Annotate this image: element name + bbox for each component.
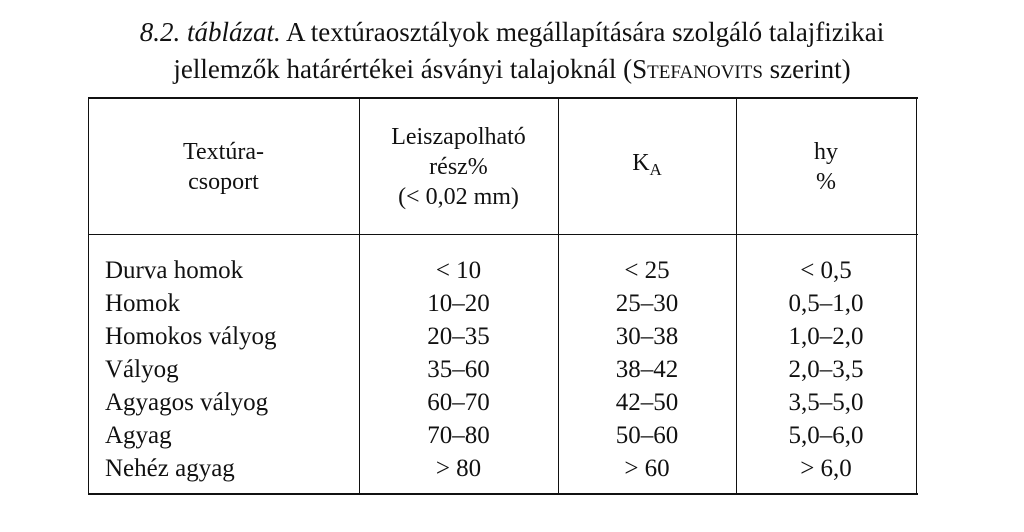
header-ka bbox=[558, 99, 736, 234]
header-texture-group-line-1: Textúra- bbox=[183, 138, 264, 165]
cell-group: Homok bbox=[105, 290, 180, 317]
cell-leiszap: 70–80 bbox=[427, 422, 490, 449]
cell-leiszap: 20–35 bbox=[427, 323, 490, 350]
table-row bbox=[88, 452, 918, 485]
cell-hy: 3,5–5,0 bbox=[788, 389, 864, 416]
caption-line-2 bbox=[0, 51, 1024, 88]
cell-group: Vályog bbox=[105, 356, 179, 383]
header-hy bbox=[736, 99, 916, 234]
table-row bbox=[88, 419, 918, 452]
cell-leiszap: < 10 bbox=[435, 257, 482, 284]
table-row bbox=[88, 254, 918, 287]
table-row bbox=[88, 320, 918, 353]
table-body bbox=[88, 254, 918, 485]
header-texture-group bbox=[88, 99, 359, 234]
cell-ka: 25–30 bbox=[615, 290, 679, 317]
cell-ka: 42–50 bbox=[615, 389, 679, 416]
cell-hy: 0,5–1,0 bbox=[788, 290, 864, 317]
table-row bbox=[88, 386, 918, 419]
table-row bbox=[88, 287, 918, 320]
cell-leiszap: 35–60 bbox=[427, 356, 490, 383]
header-divider bbox=[88, 234, 918, 235]
cell-hy: > 6,0 bbox=[800, 455, 852, 482]
caption-title-part-1: A textúraosztályok megállapítására szolgáló talajfizikai bbox=[286, 17, 885, 47]
table-row bbox=[88, 353, 918, 386]
header-hy-line-2: % bbox=[816, 168, 836, 195]
cell-group: Agyagos vályog bbox=[105, 389, 269, 416]
cell-leiszap: > 80 bbox=[435, 455, 482, 482]
caption-label: 8.2. táblázat. bbox=[139, 17, 281, 47]
texture-table bbox=[88, 97, 918, 495]
cell-hy: 1,0–2,0 bbox=[788, 323, 864, 350]
cell-hy: 2,0–3,5 bbox=[788, 356, 864, 383]
caption-title-part-2: jellemzők határértékei ásványi talajoknál ( bbox=[173, 54, 633, 84]
header-ka-subscript: A bbox=[649, 160, 662, 179]
header-leiszapolhato-line-2: rész% bbox=[429, 153, 488, 180]
table-caption bbox=[0, 14, 1024, 88]
cell-leiszap: 60–70 bbox=[427, 389, 490, 416]
cell-leiszap: 10–20 bbox=[427, 290, 490, 317]
cell-group: Agyag bbox=[105, 422, 172, 449]
cell-hy: < 0,5 bbox=[800, 257, 852, 284]
caption-author: Stefanovits bbox=[632, 54, 763, 84]
header-leiszapolhato bbox=[359, 99, 558, 234]
cell-ka: < 25 bbox=[624, 257, 670, 284]
cell-ka: > 60 bbox=[624, 455, 670, 482]
header-leiszapolhato-line-1: Leiszapolható bbox=[391, 123, 526, 150]
cell-group: Homokos vályog bbox=[105, 323, 277, 350]
cell-ka: 38–42 bbox=[615, 356, 679, 383]
caption-line-1 bbox=[0, 14, 1024, 51]
header-ka-main: K bbox=[632, 150, 650, 176]
cell-hy: 5,0–6,0 bbox=[788, 422, 864, 449]
header-leiszapolhato-line-3: (< 0,02 mm) bbox=[398, 183, 519, 210]
header-hy-line-1: hy bbox=[814, 138, 838, 165]
cell-ka: 30–38 bbox=[615, 323, 679, 350]
cell-ka: 50–60 bbox=[615, 422, 679, 449]
caption-title-part-3: szerint) bbox=[762, 54, 851, 84]
cell-group: Durva homok bbox=[105, 257, 244, 284]
header-texture-group-line-2: csoport bbox=[188, 168, 259, 195]
cell-group: Nehéz agyag bbox=[105, 455, 235, 482]
